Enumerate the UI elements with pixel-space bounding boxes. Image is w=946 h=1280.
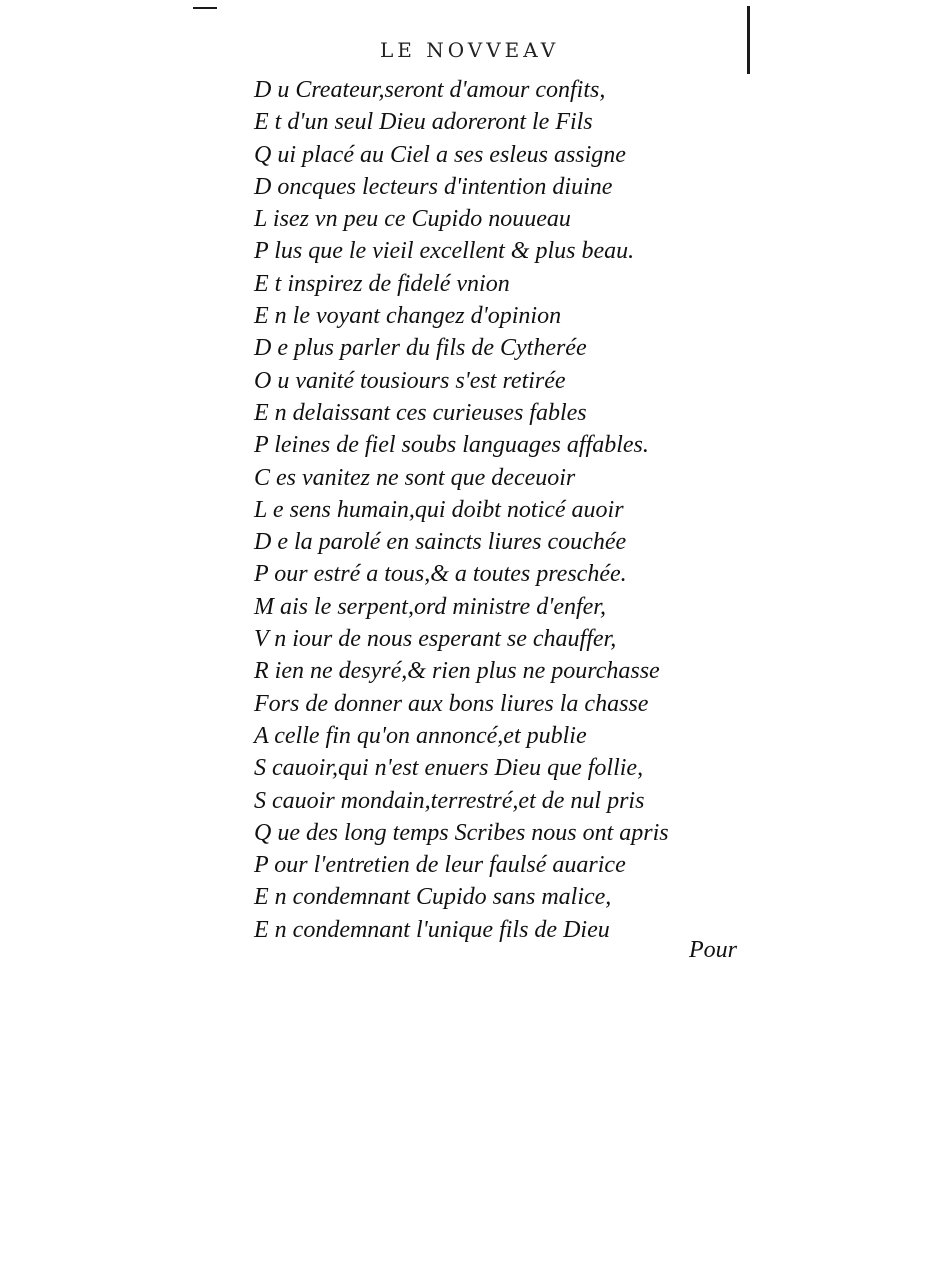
verse-line: V n iour de nous esperant se chauffer, [254, 626, 617, 653]
verse-line: S cauoir mondain,terrestré,et de nul pris [254, 787, 645, 814]
verse-line: D oncques lecteurs d'intention diuine [254, 173, 613, 200]
verse-line: C es vanitez ne sont que deceuoir [254, 464, 576, 491]
verse-line: P lus que le vieil excellent & plus beau. [254, 238, 635, 265]
verse-line: D u Createur,seront d'amour confits, [254, 77, 606, 103]
verse-line: O u vanité tousiours s'est retirée [254, 367, 566, 394]
verse-line: P our l'entretien de leur faulsé auarice [254, 852, 626, 879]
verse-line: Q ue des long temps Scribes nous ont apris [254, 819, 669, 846]
verse-line: E n delaissant ces curieuses fables [254, 399, 587, 426]
verse-line: P our estré a tous,& a toutes preschée. [254, 561, 627, 588]
verse-line: Q ui placé au Ciel a ses esleus assigne [254, 141, 626, 168]
verse-line: E n le voyant changez d'opinion [254, 303, 562, 330]
verse-line: E n condemnant Cupido sans malice, [254, 884, 612, 911]
verse-line: E n condemnant l'unique fils de Dieu [254, 916, 610, 943]
gutter-line [747, 6, 750, 74]
verse-line: R ien ne desyré,& rien plus ne pourchasse [254, 658, 660, 685]
running-head: LE NOVVEAV [380, 38, 560, 62]
verse-line: S cauoir,qui n'est enuers Dieu que follie, [254, 755, 644, 782]
catchword: Pour [689, 937, 737, 963]
verse-line: D e plus parler du fils de Cytherée [254, 335, 587, 362]
verse-block [254, 74, 714, 946]
verse-line: L e sens humain,qui doibt noticé auoir [254, 496, 624, 523]
verse-line: E t inspirez de fidelé vnion [254, 270, 510, 297]
verse-line: M ais le serpent,ord ministre d'enfer, [254, 593, 606, 620]
verse-line: L isez vn peu ce Cupido nouueau [254, 206, 571, 233]
verse-line: Fors de donner aux bons liures la chasse [254, 690, 649, 717]
verse-line: E t d'un seul Dieu adoreront le Fils [254, 109, 593, 136]
verse-line: P leines de fiel soubs languages affables. [254, 432, 649, 459]
verse-line: D e la parolé en saincts liures couchée [254, 529, 627, 556]
verse-line: A celle fin qu'on annoncé,et publie [254, 722, 587, 749]
top-rule-mark [193, 7, 217, 9]
